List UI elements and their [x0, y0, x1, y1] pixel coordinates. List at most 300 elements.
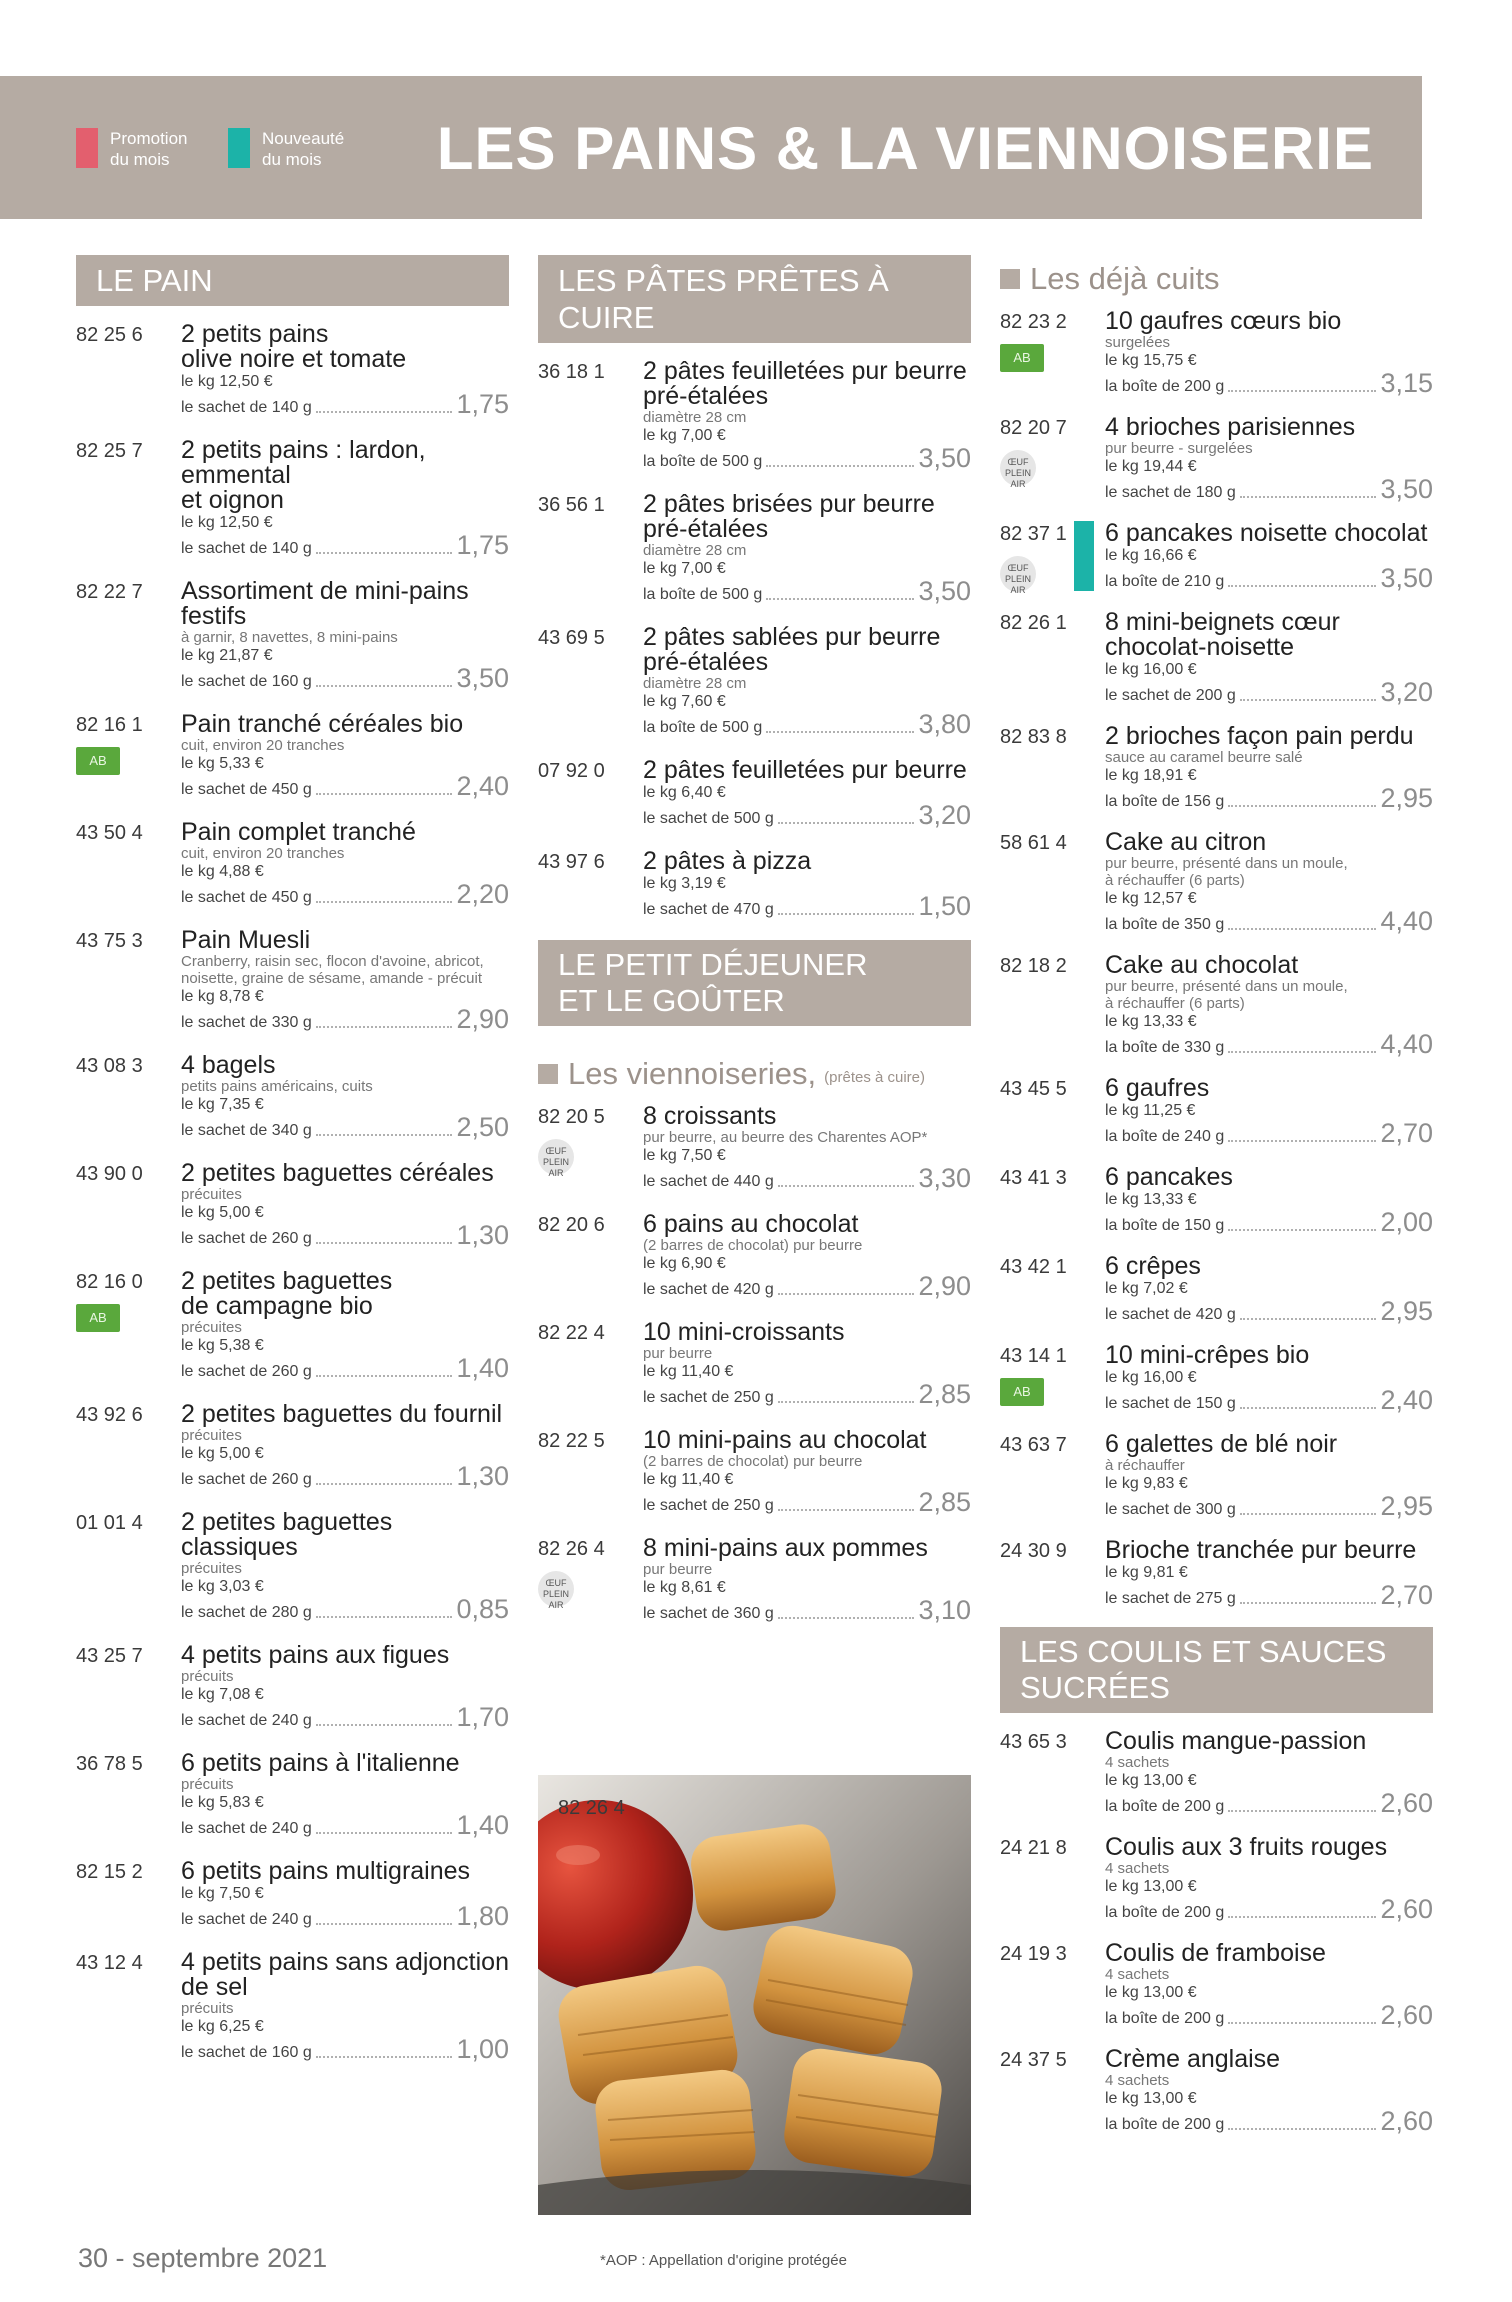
- product-details: [1105, 830, 1433, 935]
- product-quantity-line: [1105, 1582, 1433, 1609]
- product-quantity-line: [643, 1381, 971, 1408]
- price-per-kg: le kg 8,61 €: [643, 1579, 726, 1596]
- product-description: pur beurre, présenté dans un moule,: [1105, 855, 1348, 872]
- price-per-kg: le kg 8,78 €: [181, 988, 264, 1005]
- product-details: [643, 1320, 971, 1408]
- dotted-leader: [778, 1509, 915, 1511]
- dotted-leader: [1228, 390, 1376, 392]
- product-code-text: 43 41 3: [1000, 1167, 1067, 1189]
- dotted-leader: [1240, 1602, 1377, 1604]
- product-name: Pain complet tranché: [181, 818, 416, 846]
- product-quantity: le sachet de 240 g: [181, 1911, 312, 1928]
- product-name: Cake au chocolat: [1105, 951, 1299, 979]
- product-description: précuits: [181, 2000, 234, 2017]
- product-quantity-line: [1105, 565, 1433, 592]
- dotted-leader: [766, 465, 914, 467]
- product-list-pates: [538, 359, 971, 920]
- product-name: 6 pancakes: [1105, 1163, 1233, 1191]
- product-price: 2,70: [1380, 1580, 1433, 1610]
- product-code-text: 82 25 6: [76, 324, 143, 346]
- nouveaute-swatch: [228, 128, 250, 168]
- price-per-kg: le kg 12,50 €: [181, 373, 273, 390]
- square-bullet: [1000, 269, 1020, 289]
- product-name: olive noire et tomate: [181, 345, 407, 373]
- product-name: 6 crêpes: [1105, 1252, 1201, 1280]
- section-heading-le-pain: LE PAIN: [76, 255, 509, 306]
- product-quantity-line: [643, 1273, 971, 1300]
- product-code: [1000, 830, 1105, 935]
- price-per-kg: le kg 11,40 €: [643, 1471, 734, 1488]
- product-code-text: 43 69 5: [538, 627, 605, 649]
- product-code-text: 43 63 7: [1000, 1434, 1067, 1456]
- dotted-leader: [316, 1026, 453, 1028]
- product-name: 6 pancakes noisette chocolat: [1105, 519, 1428, 547]
- product-quantity: le sachet de 300 g: [1105, 1501, 1236, 1518]
- legend-promo-line1: Promotion: [110, 129, 188, 148]
- product-quantity-line: [181, 881, 509, 908]
- dotted-leader: [316, 2056, 453, 2058]
- product-quantity-line: [181, 1222, 509, 1249]
- product-code: [76, 1161, 181, 1249]
- product-price: 2,95: [1380, 1296, 1433, 1326]
- product-description: Cranberry, raisin sec, flocon d'avoine, abricot,: [181, 953, 484, 970]
- product-code-text: 82 18 2: [1000, 955, 1067, 977]
- product-quantity-line: [1105, 2002, 1433, 2029]
- product-item: [1000, 953, 1433, 1058]
- product-code-text: 43 90 0: [76, 1163, 143, 1185]
- product-name: 10 mini-crêpes bio: [1105, 1341, 1310, 1369]
- product-name: 2 pâtes feuilletées pur beurre: [643, 756, 967, 784]
- product-code-text: 82 15 2: [76, 1861, 143, 1883]
- product-quantity: le sachet de 240 g: [181, 1712, 312, 1729]
- product-name: 8 croissants: [643, 1102, 777, 1130]
- product-quantity-line: [181, 1114, 509, 1141]
- product-item: [76, 1269, 509, 1382]
- product-quantity-line: [1105, 2108, 1433, 2135]
- product-item: [76, 1053, 509, 1141]
- dotted-leader: [1240, 1407, 1377, 1409]
- price-per-kg: le kg 5,83 €: [181, 1794, 264, 1811]
- product-description: (2 barres de chocolat) pur beurre: [643, 1237, 863, 1254]
- header-banner: [0, 76, 1422, 219]
- product-quantity-line: [1105, 1031, 1433, 1058]
- product-quantity-line: [1105, 1298, 1433, 1325]
- product-item: [1000, 1729, 1433, 1817]
- product-quantity-line: [1105, 1120, 1433, 1147]
- product-price: 1,00: [456, 2034, 509, 2064]
- product-quantity: la boîte de 500 g: [643, 719, 763, 736]
- product-quantity: le sachet de 440 g: [643, 1173, 774, 1190]
- dotted-leader: [1228, 585, 1376, 587]
- product-code: [538, 1320, 643, 1408]
- product-details: [1105, 415, 1433, 503]
- bio-logo-icon: AB: [76, 747, 120, 775]
- oeuf-plein-air-icon: [538, 1139, 574, 1178]
- product-name: Cake au citron: [1105, 828, 1267, 856]
- product-details: [1105, 610, 1433, 706]
- product-quantity-line: [643, 578, 971, 605]
- product-quantity-line: [643, 1489, 971, 1516]
- price-per-kg: le kg 7,50 €: [643, 1147, 726, 1164]
- price-per-kg: le kg 6,25 €: [181, 2018, 264, 2035]
- dotted-leader: [316, 1724, 453, 1726]
- product-quantity-line: [181, 1463, 509, 1490]
- product-name: 2 pâtes feuilletées pur beurre: [643, 357, 967, 385]
- product-price: 1,30: [456, 1461, 509, 1491]
- legend-promo-line2: du mois: [110, 150, 170, 169]
- product-name: 2 petites baguettes classiques: [181, 1508, 393, 1561]
- product-price: 4,40: [1380, 906, 1433, 936]
- product-code: [76, 322, 181, 418]
- product-price: 3,50: [1380, 474, 1433, 504]
- dotted-leader: [316, 1923, 453, 1925]
- product-details: [181, 579, 509, 692]
- product-item: [1000, 1538, 1433, 1609]
- legend-new-line2: du mois: [262, 150, 322, 169]
- product-quantity: le sachet de 240 g: [181, 1820, 312, 1837]
- product-code: [538, 625, 643, 738]
- product-details: [643, 1536, 971, 1624]
- price-per-kg: le kg 19,44 €: [1105, 458, 1197, 475]
- product-name: 2 petits pains: [181, 320, 329, 348]
- product-quantity-line: [181, 391, 509, 418]
- product-name: pré-étalées: [643, 382, 769, 410]
- product-name: festifs: [181, 602, 247, 630]
- product-item: [1000, 724, 1433, 812]
- product-code: [1000, 1835, 1105, 1923]
- price-per-kg: le kg 5,00 €: [181, 1204, 264, 1221]
- product-name: Coulis de framboise: [1105, 1939, 1326, 1967]
- product-description: précuites: [181, 1427, 242, 1444]
- product-details: [643, 625, 971, 738]
- product-details: [1105, 1432, 1433, 1520]
- section-heading-coulis: [1000, 1627, 1433, 1713]
- product-quantity-line: [643, 1597, 971, 1624]
- product-description: 4 sachets: [1105, 1966, 1170, 1983]
- price-per-kg: le kg 16,66 €: [1105, 547, 1197, 564]
- product-code-text: 82 22 5: [538, 1430, 605, 1452]
- product-quantity: le sachet de 140 g: [181, 540, 312, 557]
- product-name: 2 petits pains : lardon, emmental: [181, 436, 426, 489]
- product-description: sauce au caramel beurre salé: [1105, 749, 1303, 766]
- product-details: [1105, 2047, 1433, 2135]
- product-price: 2,60: [1380, 2000, 1433, 2030]
- product-quantity: le sachet de 450 g: [181, 781, 312, 798]
- petit-dejeuner-line2: ET LE GOÛTER: [558, 983, 785, 1018]
- product-name: 10 mini-croissants: [643, 1318, 845, 1346]
- product-item: [76, 712, 509, 800]
- product-details: [643, 492, 971, 605]
- product-code-text: 58 61 4: [1000, 832, 1067, 854]
- product-description: 4 sachets: [1105, 1754, 1170, 1771]
- product-code-text: 82 83 8: [1000, 726, 1067, 748]
- product-details: [643, 1212, 971, 1300]
- price-per-kg: le kg 15,75 €: [1105, 352, 1197, 369]
- product-code: [1000, 1432, 1105, 1520]
- product-quantity-line: [643, 893, 971, 920]
- product-details: [181, 1859, 509, 1930]
- product-name: 2 petites baguettes: [181, 1267, 393, 1295]
- product-quantity-line: [1105, 476, 1433, 503]
- product-quantity: la boîte de 330 g: [1105, 1039, 1225, 1056]
- deja-cuits-label: Les déjà cuits: [1030, 261, 1220, 296]
- product-item: [538, 1536, 971, 1624]
- product-price: 2,60: [1380, 1788, 1433, 1818]
- product-item: [1000, 610, 1433, 706]
- product-code: [538, 359, 643, 472]
- dotted-leader: [1240, 1318, 1377, 1320]
- dotted-leader: [1228, 1229, 1376, 1231]
- product-code: [76, 1859, 181, 1930]
- product-item: [76, 1643, 509, 1731]
- product-description: diamètre 28 cm: [643, 675, 747, 692]
- product-quantity: le sachet de 340 g: [181, 1122, 312, 1139]
- pastry-illustration: [538, 1775, 971, 2215]
- price-per-kg: le kg 11,40 €: [643, 1363, 734, 1380]
- dotted-leader: [778, 1293, 915, 1295]
- product-quantity: le sachet de 280 g: [181, 1604, 312, 1621]
- product-code: [1000, 2047, 1105, 2135]
- price-per-kg: le kg 6,40 €: [643, 784, 726, 801]
- product-item: [76, 928, 509, 1033]
- product-code-text: 82 16 0: [76, 1271, 143, 1293]
- product-description: précuits: [181, 1776, 234, 1793]
- product-details: [643, 1428, 971, 1516]
- product-code-text: 07 92 0: [538, 760, 605, 782]
- dotted-leader: [1228, 1810, 1376, 1812]
- product-description: à réchauffer: [1105, 1457, 1185, 1474]
- product-code: [538, 758, 643, 829]
- column-pain: [76, 255, 509, 2083]
- product-code: [76, 1643, 181, 1731]
- photo-product-code: 82 26 4: [558, 1797, 625, 1819]
- product-item: [538, 758, 971, 829]
- product-details: [643, 1104, 971, 1192]
- product-name: 2 pâtes à pizza: [643, 847, 812, 875]
- product-code-text: 82 26 4: [538, 1538, 605, 1560]
- product-code-text: 82 22 7: [76, 581, 143, 603]
- product-code: [76, 1950, 181, 2063]
- product-quantity: le sachet de 250 g: [643, 1389, 774, 1406]
- product-quantity: le sachet de 250 g: [643, 1497, 774, 1514]
- product-name: 6 galettes de blé noir: [1105, 1430, 1338, 1458]
- product-code: [538, 1104, 643, 1192]
- product-list-viennoiseries: [538, 1104, 971, 1624]
- price-per-kg: le kg 5,00 €: [181, 1445, 264, 1462]
- dotted-leader: [778, 913, 915, 915]
- product-code-text: 43 97 6: [538, 851, 605, 873]
- product-details: [181, 712, 509, 800]
- product-name: Coulis mangue-passion: [1105, 1727, 1367, 1755]
- oeuf-plein-air-icon: [1000, 450, 1036, 489]
- product-price: 2,90: [456, 1004, 509, 1034]
- product-quantity: la boîte de 200 g: [1105, 1904, 1225, 1921]
- pleinair-line1: ŒUF: [1007, 563, 1029, 573]
- product-price: 3,80: [918, 709, 971, 739]
- product-code-text: 82 25 7: [76, 440, 143, 462]
- column-deja-cuits: [1000, 255, 1433, 2153]
- price-per-kg: le kg 13,00 €: [1105, 1878, 1197, 1895]
- product-details: [181, 1053, 509, 1141]
- product-code-text: 24 19 3: [1000, 1943, 1067, 1965]
- product-name: 6 petits pains à l'italienne: [181, 1749, 460, 1777]
- product-name: Assortiment de mini-pains: [181, 577, 469, 605]
- price-per-kg: le kg 12,57 €: [1105, 890, 1197, 907]
- product-quantity: la boîte de 200 g: [1105, 378, 1225, 395]
- product-price: 1,80: [456, 1901, 509, 1931]
- product-details: [643, 849, 971, 920]
- price-per-kg: le kg 21,87 €: [181, 647, 273, 664]
- pleinair-line2: PLEIN AIR: [1004, 574, 1031, 595]
- product-name: 4 petits pains sans adjonction: [181, 1948, 509, 1976]
- product-code: [76, 712, 181, 800]
- product-quantity-line: [1105, 1209, 1433, 1236]
- price-per-kg: le kg 4,88 €: [181, 863, 264, 880]
- product-item: [76, 322, 509, 418]
- product-details: [181, 1643, 509, 1731]
- product-price: 3,50: [456, 663, 509, 693]
- product-price: 2,90: [918, 1271, 971, 1301]
- product-code: [1000, 1941, 1105, 2029]
- dotted-leader: [766, 731, 914, 733]
- product-quantity: le sachet de 260 g: [181, 1471, 312, 1488]
- product-name: Pain tranché céréales bio: [181, 710, 464, 738]
- product-code: [76, 928, 181, 1033]
- product-price: 2,85: [918, 1487, 971, 1517]
- product-code: [76, 1053, 181, 1141]
- pleinair-line1: ŒUF: [545, 1146, 567, 1156]
- product-details: [181, 928, 509, 1033]
- product-quantity: le sachet de 420 g: [643, 1281, 774, 1298]
- product-details: [1105, 1729, 1433, 1817]
- product-code: [76, 579, 181, 692]
- product-name: pré-étalées: [643, 648, 769, 676]
- product-price: 3,20: [918, 800, 971, 830]
- price-per-kg: le kg 7,08 €: [181, 1686, 264, 1703]
- product-price: 0,85: [456, 1594, 509, 1624]
- product-price: 2,60: [1380, 1894, 1433, 1924]
- product-item: [538, 359, 971, 472]
- price-per-kg: le kg 9,81 €: [1105, 1564, 1188, 1581]
- price-per-kg: le kg 9,83 €: [1105, 1475, 1188, 1492]
- square-bullet: [538, 1064, 558, 1084]
- bio-logo-icon: AB: [1000, 1378, 1044, 1406]
- product-item: [538, 1212, 971, 1300]
- product-quantity-line: [1105, 1493, 1433, 1520]
- product-name: et oignon: [181, 486, 284, 514]
- product-code-text: 43 50 4: [76, 822, 143, 844]
- product-price: 1,40: [456, 1353, 509, 1383]
- price-per-kg: le kg 7,35 €: [181, 1096, 264, 1113]
- product-code-text: 01 01 4: [76, 1512, 143, 1534]
- product-price: 1,40: [456, 1810, 509, 1840]
- product-price: 3,20: [1380, 677, 1433, 707]
- product-code-text: 24 30 9: [1000, 1540, 1067, 1562]
- product-name: 4 bagels: [181, 1051, 276, 1079]
- legend-new-line1: Nouveauté: [262, 129, 345, 148]
- product-price: 4,40: [1380, 1029, 1433, 1059]
- dotted-leader: [316, 901, 453, 903]
- product-name: 6 gaufres: [1105, 1074, 1210, 1102]
- product-price: 2,95: [1380, 783, 1433, 813]
- product-code: [1000, 1076, 1105, 1147]
- product-item: [538, 1104, 971, 1192]
- product-quantity: la boîte de 210 g: [1105, 573, 1225, 590]
- price-per-kg: le kg 13,00 €: [1105, 2090, 1197, 2107]
- price-per-kg: le kg 3,03 €: [181, 1578, 264, 1595]
- price-per-kg: le kg 13,00 €: [1105, 1984, 1197, 2001]
- product-description: précuites: [181, 1186, 242, 1203]
- price-per-kg: le kg 13,00 €: [1105, 1772, 1197, 1789]
- legend-nouveaute: [228, 128, 344, 170]
- product-description: précuites: [181, 1319, 242, 1336]
- product-name: 6 petits pains multigraines: [181, 1857, 471, 1885]
- product-code-text: 82 26 1: [1000, 612, 1067, 634]
- product-description: 4 sachets: [1105, 1860, 1170, 1877]
- product-code: [538, 1212, 643, 1300]
- product-quantity-line: [181, 1596, 509, 1623]
- bio-logo-icon: AB: [1000, 344, 1044, 372]
- product-name: de sel: [181, 1973, 248, 2001]
- dotted-leader: [778, 1185, 915, 1187]
- nouveaute-marker: [1074, 521, 1094, 591]
- product-price: 3,10: [918, 1595, 971, 1625]
- footer-page-number: 30 - septembre 2021: [78, 2243, 328, 2273]
- product-item: [76, 1510, 509, 1623]
- product-code: [1000, 1343, 1105, 1414]
- product-code-text: 36 56 1: [538, 494, 605, 516]
- product-quantity-line: [1105, 1790, 1433, 1817]
- product-details: [1105, 724, 1433, 812]
- dotted-leader: [316, 1832, 453, 1834]
- product-details: [181, 1269, 509, 1382]
- dotted-leader: [316, 793, 453, 795]
- product-description: cuit, environ 20 tranches: [181, 737, 345, 754]
- product-name: Brioche tranchée pur beurre: [1105, 1536, 1417, 1564]
- product-name: 4 brioches parisiennes: [1105, 413, 1356, 441]
- product-quantity-line: [181, 1903, 509, 1930]
- product-price: 3,15: [1380, 368, 1433, 398]
- subheading-viennoiseries: [538, 1056, 971, 1092]
- product-price: 2,95: [1380, 1491, 1433, 1521]
- product-quantity-line: [181, 1355, 509, 1382]
- product-quantity-line: [1105, 1387, 1433, 1414]
- product-details: [1105, 1076, 1433, 1147]
- product-quantity: le sachet de 500 g: [643, 810, 774, 827]
- product-quantity: la boîte de 200 g: [1105, 2010, 1225, 2027]
- product-code-text: 43 45 5: [1000, 1078, 1067, 1100]
- product-quantity: la boîte de 200 g: [1105, 1798, 1225, 1815]
- product-code: [76, 1751, 181, 1839]
- product-quantity: la boîte de 500 g: [643, 453, 763, 470]
- product-list-coulis: [1000, 1729, 1433, 2135]
- product-details: [181, 1402, 509, 1490]
- product-quantity: le sachet de 200 g: [1105, 687, 1236, 704]
- product-price: 1,50: [918, 891, 971, 921]
- product-description: précuites: [181, 1560, 242, 1577]
- dotted-leader: [316, 552, 453, 554]
- oeuf-plein-air-icon: [538, 1571, 574, 1610]
- product-name: 2 petites baguettes du fournil: [181, 1400, 503, 1428]
- product-code-text: 82 20 6: [538, 1214, 605, 1236]
- section-heading-petit-dejeuner: [538, 940, 971, 1026]
- dotted-leader: [1240, 1513, 1377, 1515]
- dotted-leader: [1228, 928, 1376, 930]
- product-item: [538, 492, 971, 605]
- dotted-leader: [1228, 1140, 1376, 1142]
- product-details: [1105, 1165, 1433, 1236]
- product-photo-pains-aux-pommes: [538, 1775, 971, 2215]
